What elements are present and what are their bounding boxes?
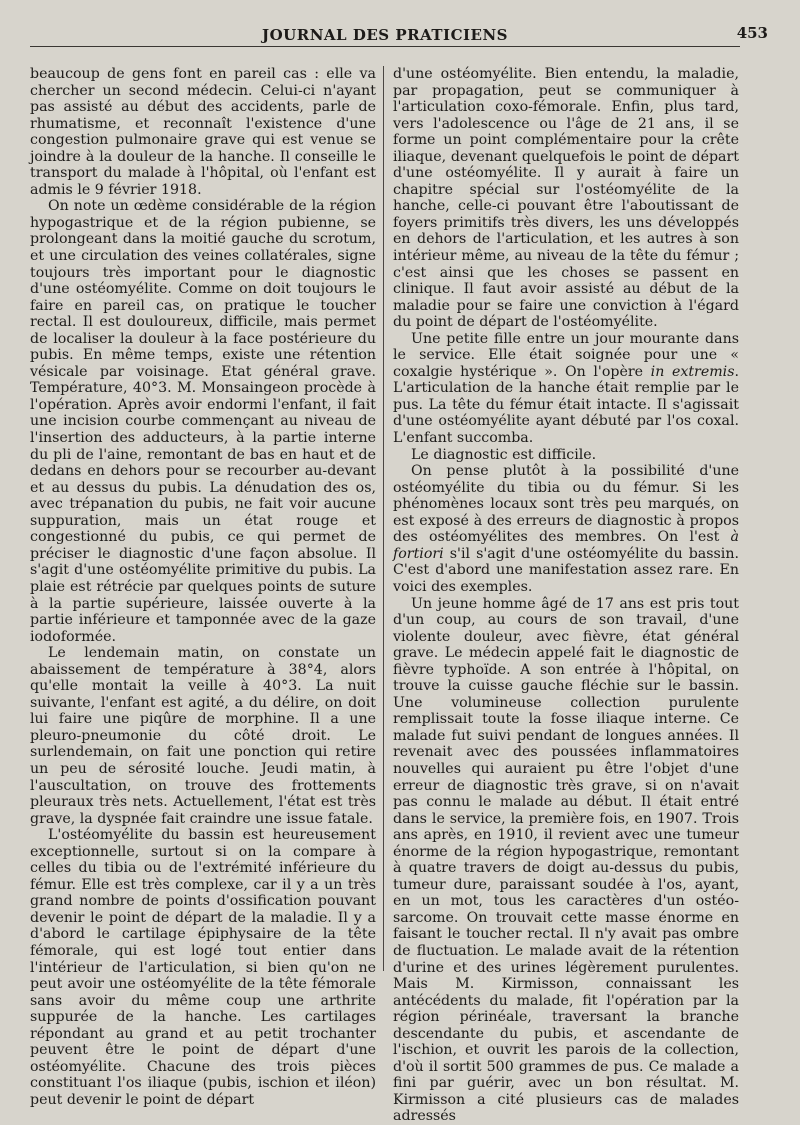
text-run: Une petite fille entre un jour mourante dans le service. Elle était soignée pour une « coxalgie hystérique ». On l'opère [393,331,739,380]
journal-title: JOURNAL DES PRATICIENS [30,26,740,44]
paragraph: On note un œdème considérable de la région hypogastrique et de la région pubienne, se prolongeant dans la moitié gauche du scrotum, et une circulation des veines collatérales, signe toujours très important pour le diagnostic d'une ostéomyélite. Comme on doit toujours le faire en pareil cas, on pratique le toucher rectal. Il est douloureux, difficile, mais permet de localiser la douleur à la face postérieure du pubis. En même temps, existe une rétention vésicale par voisinage. Etat général grave. Température, 40°3. M. Monsaingeon procède à l'opération. Après avoir endormi l'enfant, il fait une incision courbe commençant au niveau de l'insertion des adducteurs, à la partie interne du pli de l'aine, remontant de bas en haut et de dedans en dehors pour se recourber au-devant et au dessus du pubis. La dénudation des os, avec trépanation du pubis, ne fait voir aucune suppuration, mais un état rouge et congestionné du pubis, ce qui permet de préciser le diagnostic d'une façon absolue. Il s'agit d'une ostéomyélite primitive du pubis. La plaie est rétrécie par quelques points de suture à la partie supérieure, laissée ouverte à la partie inférieure et tamponnée avec de la gaze iodoformée. [30,198,376,645]
paragraph: Un jeune homme âgé de 17 ans est pris tout d'un coup, au cours de son travail, d'une violente douleur, avec fièvre, état général grave. Le médecin appelé fait le diagnostic de fièvre typhoïde. A son entrée à l'hôpital, on trouve la cuisse gauche fléchie sur le bassin. Une volumineuse collection purulente remplissait toute la fosse iliaque interne. Ce malade fut suivi pendant de longues années. Il revenait avec des poussées inflammatoires nouvelles qui auraient pu être l'objet d'une erreur de diagnostic très grave, si on n'avait pas connu le malade au début. Il était entré dans le service, la première fois, en 1907. Trois ans après, en 1910, il revient avec une tumeur énorme de la région hypogastrique, remontant à quatre travers de doigt au-dessus du pubis, tumeur dure, paraissant soudée à l'os, ayant, en un mot, tous les caractères d'un ostéo-sarcome. On trouvait cette masse énorme en faisant le toucher rectal. Il n'y avait pas ombre de fluctuation. Le malade avait de la rétention d'urine et des urines légèrement purulentes. Mais M. Kirmisson, connaissant les antécédents du malade, fit l'opération par la région périnéale, traversant la branche descendante du pubis, et ascendante de l'ischion, et ouvrit les parois de la collection, d'où il sortit 500 grammes de pus. Ce malade a fini par guérir, avec un bon résultat. M. Kirmisson a cité plusieurs cas de malades adressés [393,596,739,1125]
text-run: s'il s'agit d'une ostéomyélite du bassin. C'est d'abord une manifestation assez rare. En voici des exemples. [393,546,739,595]
column-divider [383,66,384,971]
left-column [30,66,376,1108]
paragraph [393,463,739,595]
paragraph: d'une ostéomyélite. Bien entendu, la maladie, par propagation, peut se communiquer à l'articulation coxo-fémorale. Enfin, plus tard, vers l'adolescence ou l'âge de 21 ans, il se forme un point complémentaire pour la crête iliaque, devenant quelquefois le point de départ d'une ostéomyélite. Il y aurait à faire un chapitre spécial sur l'ostéomyélite de la hanche, celle-ci pouvant être l'aboutissant de foyers primitifs très divers, les uns développés en dehors de l'articulation, et les autres à son intérieur même, au niveau de la tête du fémur ; c'est ainsi que les choses se passent en clinique. Il faut avoir assisté au début de la maladie pour se faire une conviction à l'égard du point de départ de l'ostéomyélite. [393,66,739,331]
paragraph-subheading: Le diagnostic est difficile. [393,447,739,464]
right-column [393,66,739,1125]
italic-phrase: à fortiori [393,529,739,562]
italic-phrase: in extremis [651,364,735,380]
text-run: . L'articulation de la hanche était remplie par le pus. La tête du fémur était intacte. Il s'agissait d'une ostéomyélite ayant débuté par l'os coxal. L'enfant succomba. [393,364,739,446]
paragraph [393,331,739,447]
paragraph: L'ostéomyélite du bassin est heureusement exceptionnelle, surtout si on la compare à celles du tibia ou de l'extrémité inférieure du fémur. Elle est très complexe, car il y a un très grand nombre de points d'ossification pouvant devenir le point de départ de la maladie. Il y a d'abord le cartilage épiphysaire de la tête fémorale, qui est logé tout entier dans l'intérieur de l'articulation, si bien qu'on ne peut avoir une ostéomyélite de la tête fémorale sans avoir du même coup une arthrite suppurée de la hanche. Les cartilages répondant au grand et au petit trochanter peuvent être le point de départ d'une ostéomyélite. Chacune des trois pièces constituant l'os iliaque (pubis, ischion et iléon) peut devenir le point de départ [30,827,376,1108]
text-run: On pense plutôt à la possibilité d'une ostéomyélite du tibia ou du fémur. Si les phénomènes locaux sont très peu marqués, on est exposé à des erreurs de diagnostic à propos des ostéomyélites des membres. On l'est [393,463,739,545]
paragraph: Le lendemain matin, on constate un abaissement de température à 38°4, alors qu'elle montait la veille à 40°3. La nuit suivante, l'enfant est agité, a du délire, on doit lui faire une piqûre de morphine. Il a une pleuro-pneumonie du côté droit. Le surlendemain, on fait une ponction qui retire un peu de sérosité louche. Jeudi matin, à l'auscultation, on trouve des frottements pleuraux très nets. Actuellement, l'état est très grave, la dyspnée fait craindre une issue fatale. [30,645,376,827]
page-number: 453 [737,24,768,42]
paragraph: beaucoup de gens font en pareil cas : elle va chercher un second médecin. Celui-ci n'ayant pas assisté au début des accidents, parle de rhumatisme, et reconnaît l'existence d'une congestion pulmonaire grave qui est venue se joindre à la douleur de la hanche. Il conseille le transport du malade à l'hôpital, où l'enfant est admis le 9 février 1918. [30,66,376,198]
running-header [30,24,740,47]
